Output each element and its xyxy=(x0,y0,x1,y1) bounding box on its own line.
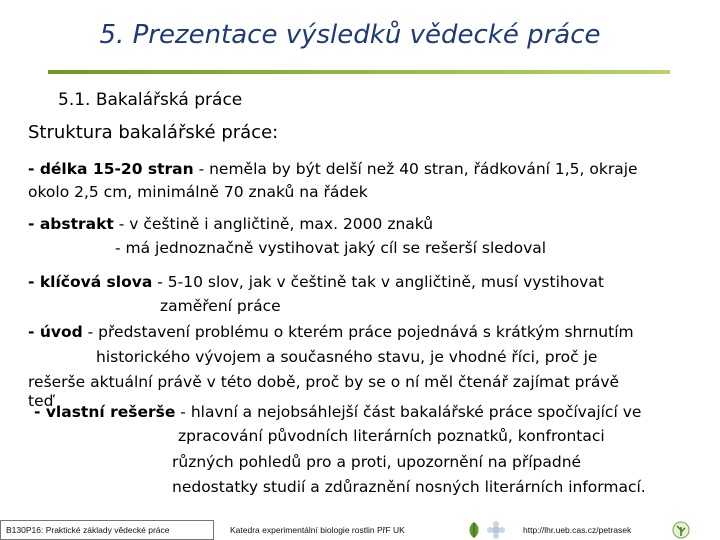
item-reserse-line3: různých pohledů pro a proti, upozornění na případné xyxy=(172,453,582,471)
item-delka xyxy=(28,158,708,181)
footer-course: B130P16: Praktické základy vědecké práce xyxy=(6,525,170,535)
item-klicova-slova xyxy=(28,271,708,294)
item-abstrakt-text1: - v češtině i angličtině, max. 2000 znaků xyxy=(113,215,434,233)
title-underline xyxy=(48,70,670,74)
item-uvod-text1: - představení problému o kterém práce pojednává s krátkým shrnutím xyxy=(82,323,634,341)
item-klicova-line2: zaměření práce xyxy=(160,297,281,315)
item-klicova-text1: - 5-10 slov, jak v češtině tak v angličtině, musí vystihovat xyxy=(152,273,604,291)
item-delka-text1: - neměla by být delší než 40 stran, řádkování 1,5, okraje xyxy=(193,160,638,178)
structure-heading: Struktura bakalářské práce: xyxy=(28,122,279,143)
item-reserse-line4: nedostatky studií a zdůraznění nosných literárních informací. xyxy=(172,478,646,496)
footer-url: http://lhr.ueb.cas.cz/petrasek xyxy=(523,525,632,535)
item-reserse-label: - vlastní rešerše xyxy=(34,403,176,421)
item-abstrakt-line2: - má jednoznačně vystihovat jaký cíl se rešerší sledoval xyxy=(115,239,547,257)
item-klicova-label: - klíčová slova xyxy=(28,273,153,291)
item-reserse xyxy=(34,401,714,424)
slide-title: 5. Prezentace výsledků vědecké práce xyxy=(99,20,601,50)
item-reserse-text1: - hlavní a nejobsáhlejší část bakalářské práce spočívající ve xyxy=(175,403,642,421)
item-reserse-line2: zpracování původních literárních poznatků, konfrontaci xyxy=(178,427,605,445)
section-subtitle: 5.1. Bakalářská práce xyxy=(58,90,243,110)
item-uvod-line4: teď xyxy=(28,392,54,410)
item-uvod-line2: historického vývojem a současného stavu, je vhodné říci, proč je xyxy=(96,348,598,366)
item-uvod xyxy=(28,321,708,344)
flower-logo-icon xyxy=(486,520,506,540)
item-abstrakt-label: - abstrakt xyxy=(28,215,114,233)
item-uvod-label: - úvod xyxy=(28,323,83,341)
plant-logo-icon xyxy=(670,520,692,540)
item-delka-label: - délka 15-20 stran xyxy=(28,160,194,178)
leaf-logo-icon xyxy=(464,520,484,540)
item-delka-line2: okolo 2,5 cm, minimálně 70 znaků na řádek xyxy=(28,183,368,201)
item-uvod-line3: rešerše aktuální právě v této době, proč by se o ní měl čtenář zajímat právě xyxy=(28,373,620,391)
footer-department: Katedra experimentální biologie rostlin PřF UK xyxy=(230,525,405,535)
item-abstrakt xyxy=(28,213,708,236)
